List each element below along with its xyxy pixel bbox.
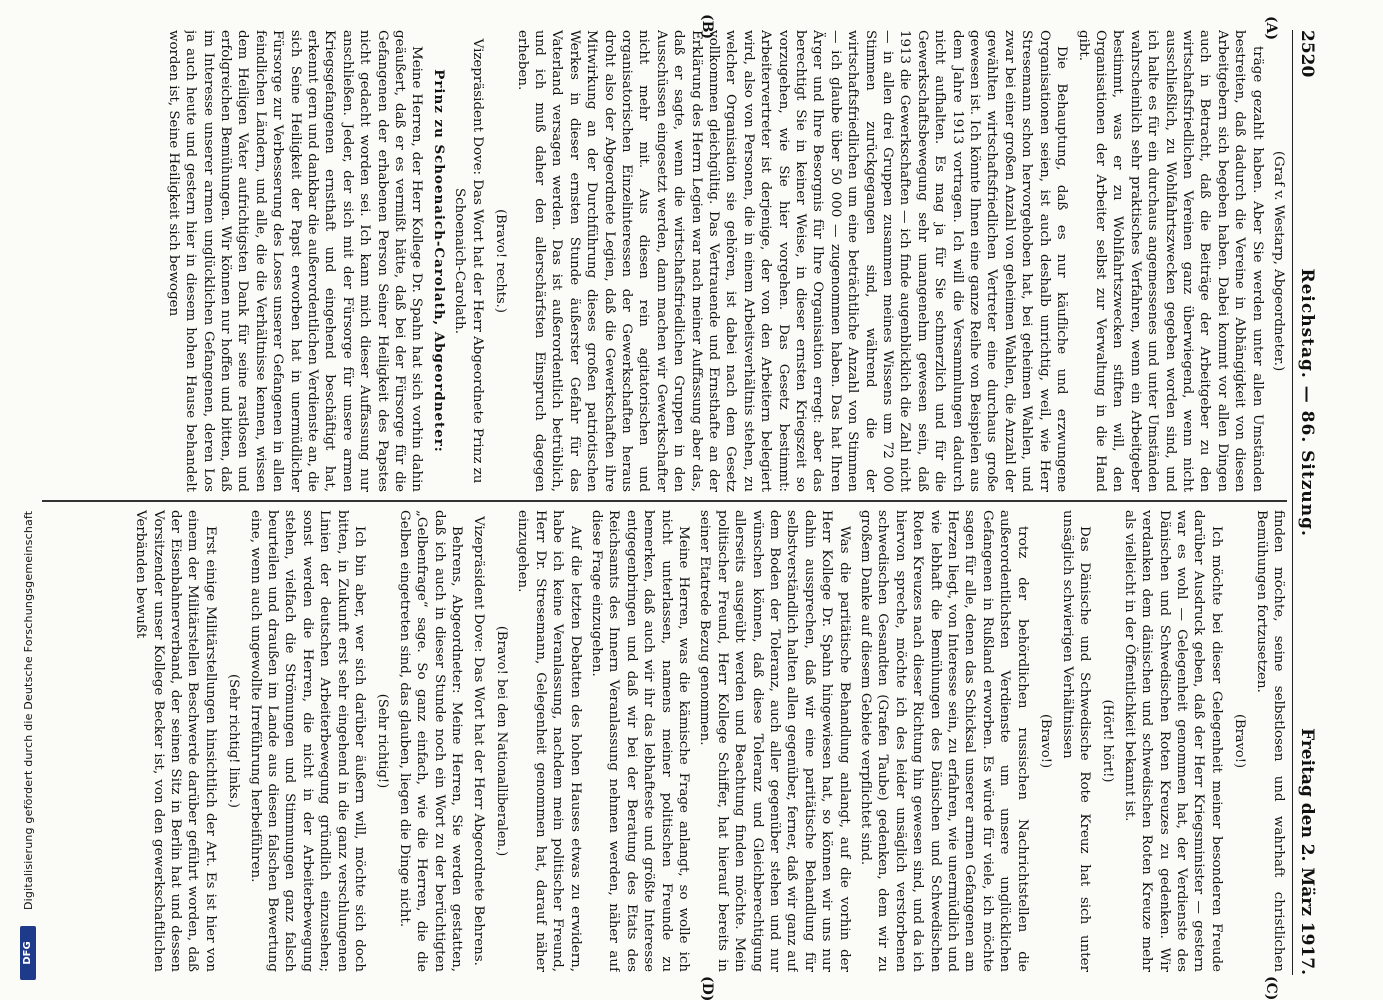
- interjection: (Sehr richtig!): [375, 693, 391, 789]
- dfg-logo: DFG: [20, 926, 36, 980]
- paragraph: trotz der behördlichen russischen Nachrichtstellen die außerordentlichsten Verdienste um unsere unglücklichen Gefangenen in Rußland erworben. Es würde für viele, ich möchte sagen für alle, denen das Schicksal unserer armen Gefangenen am Herzen liegt, von Interesse sein, zu erfahren, wie unermüdlich und wie lebhaft die Bemühungen des Dänischen und Schwedischen Roten Kreuzes nach dieser Richtung hin gewesen sind, und da ich hiervon spreche, möchte ich des leider unsäglich verstorbenen schwedischen Gesandten (Grafen Taube) gedenken, dem wir zu großem Danke auf diesem Gebiete verpflichtet sind.: [858, 510, 1030, 972]
- paragraph: Behrens, Abgeordneter: Meine Herren, Sie werden gestatten, daß ich auch in dieser Stunde noch ein Wort zu der berüchtigten „Gelbenfrage“ sage. So ganz einfach, wie die Herren, die die Gelben eingetreten sind, das glauben, liegen die Dinge nicht.: [396, 510, 465, 972]
- interjection: (Bravo!): [1038, 713, 1054, 769]
- paragraph: Erst einige Militärstellungen hinsichtlich der Art. Es ist hier von einem der Militärstellen Beschwerde darüber geführt worden, daß der Eisenbahnerverband, der seinen Sitz in Berlin hat und dessen Vorsitzender unser Kollege Becker ist, von den gewerkschaftlichen Verbänden bewußt: [133, 510, 218, 972]
- speaker-continuation: (Graf v. Westarp, Abgeordneter.): [1271, 150, 1286, 372]
- margin-marker-b: (B): [699, 14, 715, 40]
- paragraph: Ich möchte bei dieser Gelegenheit meiner besonderen Freude darüber Ausdruck geben, daß der Herr Kriegsminister — gestern war es wohl — Gelegenheit genommen hat, der Verdienste des Dänischen und Schwedischen Roten Kreuzes zu gedenken. Wir verdanken dem dänischen und schwedischen Roten Kreuze mehr als vielleicht in der Öffentlichkeit bekannt ist.: [1121, 510, 1224, 972]
- paragraph: Das Dänische und Schwedische Rote Kreuz hat sich unter unsäglich schwierigen Verhältnissen: [1059, 510, 1092, 972]
- paragraph: Was die paritätische Behandlung anlangt, auf die vorhin der Herr Kollege Dr. Spahn hingewiesen hat, so können wir uns nur dahin aussprechen, daß wir eine paritätische Behandlung für selbstverständlich halten allen gegenüber, ferner, daß wir ganz auf dem Boden der Toleranz, auch aller gegenüber stehen und nur wünschen können, daß diese Toleranz und Gleichberechtigung allerseits ausgeübt werden und Beachtung finden möchte. Mein politischer Freund, Herr Kollege Schiffer, hat hierauf bereits in seiner Etatrede Bezug genommen.: [697, 510, 852, 972]
- page-number: 2520: [1297, 30, 1317, 78]
- paragraph: Meine Herren, der Herr Kollege Dr. Spahn hat sich vorhin dahin geäußert, daß er es vermißt hätte, daß bei der Fürsorge für die Gefangenen der erhabenen Person Seiner Heiligkeit des Papstes nicht gedacht worden sei. Ich kann mich dieser Auffassung nur anschließen. Jeder, der sich mit der Fürsorge für unsere armen Kriegsgefangenen ernsthaft und eingehend beschäftigt hat, erkennt gern und dankbar die außerordentlichen Verdienste an, die sich Seine Heiligkeit der Papst erworben hat in unermüdlicher Fürsorge zur Verbesserung des Loses unserer Gefangenen in allen feindlichen Ländern, und alle, die die Verhältnisse kennen, wissen dem Heiligen Vater aufrichtigsten Dank für seine rastlosen und erfolgreichen Bemühungen. Wir können nur hoffen und bitten, daß im Interesse unserer armen unglücklichen Gefangenen, deren Los ja auch heute und gestern hier in diesem hohen Hause behandelt worden ist, Seine Heiligkeit sich bewogen: [165, 30, 425, 492]
- paragraph: Meine Herren, was die kämische Frage anlangt, so wolle ich nicht unterlassen, namens meiner politischen Freunde zu bemerken, daß auch wir ihr das lebhafteste und größte Interesse entgegenbringen und daß wir bei der Beratung des Etats des Reichsamts des Innern Veranlassung nehmen werden, näher auf diese Frage einzugehen.: [588, 510, 691, 972]
- margin-marker-a: (A): [1263, 16, 1279, 41]
- paragraph: träge gezahlt haben. Aber Sie werden unter allen Umständen bestreiten, daß dadurch die Vereine in Abhängigkeit von diesen Arbeitgebern sich begeben haben. Dabei kommt vor allen Dingen auch in Betracht, daß die Beiträge der Arbeitgeber zu den wirtschaftsfriedlichen Vereinen ganz überwiegend, wenn nicht ausschließlich, zu Wohlfahrtszwecken gegeben worden sind, und ich halte es für ein durchaus angemessenes und unter Umständen wahrscheinlich sehr praktisches Verfahren, wenn ein Arbeitgeber bestimmt, was er zu Wohlfahrtszwecken stiften will, den Organisationen der Arbeiter selbst zur Verwaltung in die Hand gibt.: [1075, 30, 1265, 492]
- margin-marker-c: (C): [1263, 976, 1279, 1001]
- paragraph: Auf die letzten Debatten des hohen Hauses etwas zu erwidern, habe ich keine Veranlassung, nachdem mein politischer Freund, Herr Dr. Stresemann, Gelegenheit genommen hat, darauf näher einzugehen.: [515, 510, 583, 972]
- session-date: Freitag den 2. März 1917.: [1297, 728, 1317, 975]
- interjection: (Bravo! bei den Nationalliberalen.): [493, 625, 509, 857]
- paragraph: Die Behauptung, daß es nur käufliche und erzwungene Organisationen seien, ist auch deshalb unrichtig, weil, wie Herr Stresemann schon hervorgehoben hat, bei geheimen Wahlen, und zwar bei einer großen Anzahl von geheimen Wahlen, die Anzahl der gewählten wirtschaftsfriedlichen Vertreter eine durchaus große gewesen ist. Ich könnte Ihnen eine ganze Reihe von Beispielen aus dem Jahre 1913 vortragen. Ich will die Versammlungen dadurch nicht aufhalten. Es mag ja für Sie schmerzlich und für die Gewerkschaftsbewegung sehr unangenehm gewesen sein, daß 1913 die Gewerkschaften — ich finde augenblicklich die Zahl nicht — in allen drei Gruppen zusammen meines Wissens um 72 000 Stimmen zurückgegangen sind, während die der wirtschaftsfriedlichen um eine beträchtliche Anzahl von Stimmen — ich glaube über 50 000 — zugenommen haben. Das hat Ihren Ärger und Ihre Besorgnis für Ihre Organisation erregt: aber das berechtigt Sie in keiner Weise, in dieser ernsten Kriegszeit so vorzugehen, wie Sie hier vorgehen. Das Gesetz bestimmt: Arbeitervertreter ist derjenige, der von den Arbeitern belegiert wird, also von Personen, die in einem Arbeitsverhältnis stehen, zu welcher Organisation sie gehören, ist dabei nach dem Gesetz vollkommen gleichgültig. Das Vertrauende und Ernsthafte an der Erklärung des Herrn Legien war nach meiner Auffassung aber das, daß er sagte, wenn die wirtschaftsfriedlichen Gruppen in den Ausschüssen eingesetzt werden, dann machen wir Gewerkschafter nicht mehr mit. Aus diesen rein agitatorischen und organisatorischen Einzelinteressen der Gewerkschaften heraus droht also der Abgeordnete Legien, daß die Gewerkschaften ihre Mitwirkung an der Durchführung dieses großen patriotischen Werkes in dieser ernsten Stunde äußerster Gefahr für das Vaterland versagen werden. Das ist außerordentlich betrüblich, und ich muß daher den allerschärfsten Einspruch dagegen erheben.: [514, 30, 1070, 492]
- paragraph: finden möchte, seine selbstlosen und wahrhaft christlichen Bemühungen fortzusetzen.: [1253, 510, 1286, 972]
- page-header: [1292, 30, 1321, 975]
- interjection: (Bravo!): [1232, 713, 1248, 769]
- margin-marker-d: (D): [699, 976, 715, 1001]
- interjection: (Sehr richtig! links.): [226, 674, 242, 808]
- left-column: [37, 30, 1287, 492]
- vice-president-remark: Vizepräsident Dove: Das Wort hat der Herr Abgeordnete Behrens.: [470, 516, 486, 966]
- right-column: [37, 510, 1287, 972]
- column-divider: [42, 500, 1287, 502]
- attribution-text: Digitalisierung gefördert durch die Deutsche Forschungsgemeinschaft: [22, 510, 35, 910]
- session-title: Reichstag. — 86. Sitzung.: [1297, 268, 1317, 537]
- vice-president-remark: Vizepräsident Dove: Das Wort hat der Herr Abgeordnete Prinz zu Schoenaich-Carolath.: [452, 38, 485, 484]
- speaker-name: Prinz zu Schoenaich-Carolath, Abgeordneter:: [430, 69, 447, 453]
- interjection: (Bravo! rechts.): [493, 209, 509, 313]
- interjection: (Hört! hört!): [1100, 699, 1116, 783]
- paragraph: Ich bin aber, wer sich darüber äußern will, möchte sich doch bitten, in Zukunft erst sehr eingehend in die ganz verschlungenen Linien der deutschen Arbeiterbewegung gründlich einzusehen; sonst werden die Herren, die nicht in der Arbeiterbewegung stehen, vielfach die Strömungen und Stimmungen ganz falsch beurteilen und draußen im Lande aus diesen falschen Bewertung eine, wenn auch ungewollte Irreführung herbeiführen.: [247, 510, 368, 972]
- attribution-strip: [0, 0, 40, 1000]
